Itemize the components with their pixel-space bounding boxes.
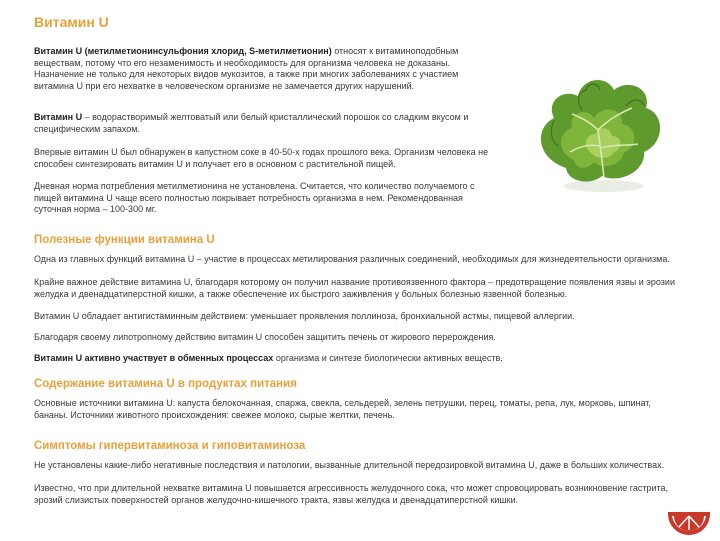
page-title: Витамин U (34, 14, 109, 30)
symptoms-heading: Симптомы гипервитаминоза и гиповитаминоза (34, 440, 306, 452)
cabbage-icon (506, 48, 696, 208)
description-paragraph (34, 112, 496, 135)
cabbage-photo (506, 48, 696, 208)
functions-paragraph-4: Благодаря своему липотропному действию витамин U способен защитить печень от жирового перерождения. (34, 332, 496, 342)
description-text: – водорастворимый желтоватый или белый кристаллический порошок со сладким вкусом и специфическим запахом. (34, 112, 469, 134)
description-lead: Витамин U (34, 112, 83, 122)
metabolism-lead: Витамин U активно участвует в обменных процессах (34, 353, 274, 363)
sources-paragraph: Основные источники витамина U: капуста белокочанная, спаржа, свекла, сельдерей, зелень петрушки, перец, томаты, репа, лук, морковь, шпинат, бананы. Источники животного происхождения: свежее молоко, сырые желтки, печень. (34, 398, 651, 420)
history-paragraph: Впервые витамин U был обнаружен в капустном соке в 40-50-х годах прошлого века. Организм человека не способен синтезировать витамин U и получает его в основном с растительной пищей. (34, 147, 489, 169)
intro-paragraph (34, 46, 496, 92)
symptoms-paragraph-2: Известно, что при длительной нехватке витамина U повышается агрессивность желудочного сока, что может спровоцировать возникновение гастрита, эрозий слизистых поверхностей органов желудочно-кишечного тракта, язвы желудка и двенадцатиперстной кишки. (34, 483, 669, 505)
sources-heading: Содержание витамина U в продуктах питания (34, 378, 297, 390)
watermelon-slice-icon (664, 486, 714, 536)
intro-text: относят к витаминоподобным веществам, потому что его незаменимость и необходимость для организма человека не доказаны. Назначение не только для некоторых видов мукозитов, а также при многих заболеваниях с участием витамина U при его нехватке в человеческом организме не замечается других нарушений. (34, 46, 459, 91)
functions-heading: Полезные функции витамина U (34, 234, 215, 246)
metabolism-text: организма и синтезе биологически активных веществ. (273, 353, 503, 363)
intro-lead: Витамин U (метилметионинсульфония хлорид, S-метилметионин) (34, 46, 332, 56)
daily-norm-paragraph: Дневная норма потребления метилметионина не установлена. Считается, что количество получаемого с пищей витамина U чаще всего полностью покрывает потребность организма в нем. Рекомендованная суточная норма – 100-300 мг. (34, 181, 475, 215)
functions-paragraph-2: Крайне важное действие витамина U, благодаря которому он получил название противоязвенного фактора – предотвращение появления язвы и эрозии желудка и двенадцатиперстной кишки, а также обеспечение их быстрого заживления у больных болезнью язвенной болезнью. (34, 277, 675, 299)
functions-paragraph-1: Одна из главных функций витамина U – участие в процессах метилирования различных соединений, необходимых для жизнедеятельности организма. (34, 254, 670, 264)
symptoms-paragraph-1: Не установлены какие-либо негативные последствия и патологии, вызванные длительной передозировкой витамина U, даже в больших количествах. (34, 460, 665, 470)
functions-paragraph-5 (34, 353, 684, 365)
functions-paragraph-3: Витамин U обладает антигистаминным действием: уменьшает проявления поллиноза, бронхиальной астмы, пищевой аллергии. (34, 311, 575, 321)
